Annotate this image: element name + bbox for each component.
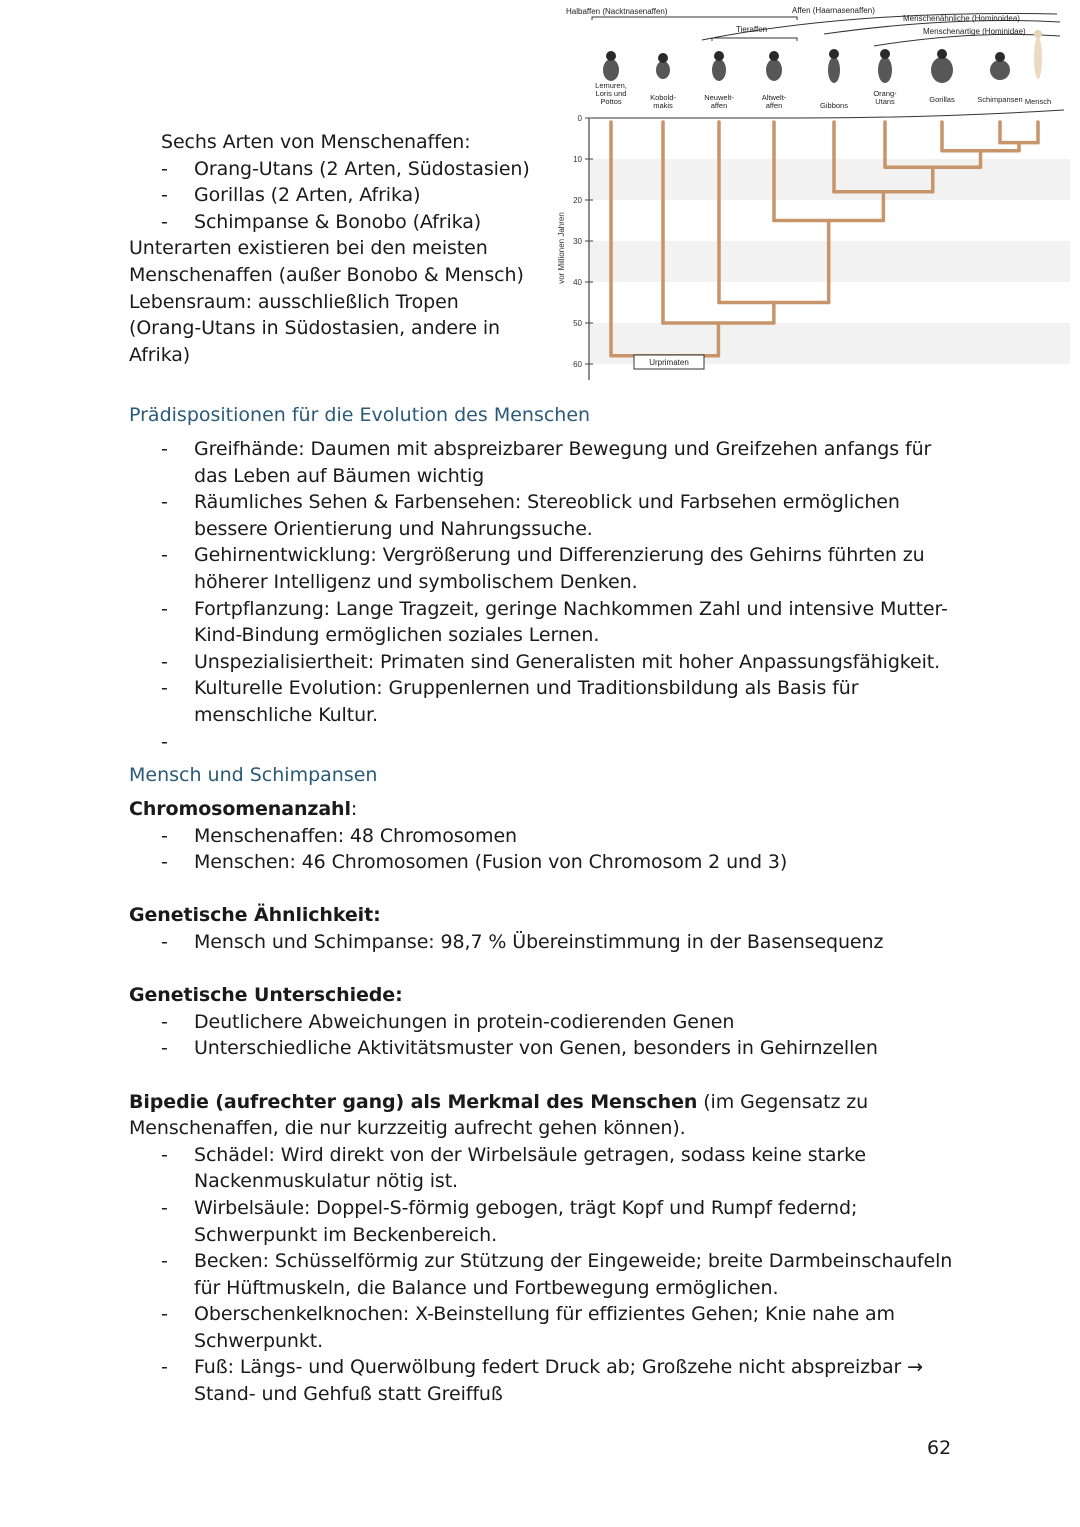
list-item-line: höherer Intelligenz und symbolischem Denken. [194,570,638,593]
lemur-illustration [603,59,619,81]
gibbon-illustration-head [829,49,839,59]
list-item-line: - Fuß: Längs- und Querwölbung federt Druck ab; Großzehe nicht abspreizbar → [194,1356,923,1379]
difference-heading: Genetische Unterschiede: [129,984,403,1007]
chimpanzee-illustration-head [995,52,1005,62]
y-tick-label: 20 [573,196,582,205]
taxon-label: Pottos [600,97,622,106]
list-item [129,436,959,489]
y-tick-label: 10 [573,155,582,164]
taxon-label: Kobold- [650,93,676,102]
list-item-line: - Wirbelsäule: Doppel-S-förmig gebogen, trägt Kopf und Rumpf federnd; [194,1196,858,1219]
list-item-line: - Greifhände: Daumen mit abspreizbarer Bewegung und Greifzehen anfangs für [194,438,932,460]
spacer [129,876,959,903]
spacer [129,956,959,983]
list-item-line: - Schädel: Wird direkt von der Wirbelsäule getragen, sodass keine starke [194,1143,866,1166]
list-item-line: Stand- und Gehfuß statt Greiffuß [194,1383,503,1406]
list-item-line: - Fortpflanzung: Lange Tragzeit, geringe Nachkommen Zahl und intensive Mutter- [194,597,948,620]
taxon-label: affen [710,101,728,110]
list-item [129,649,959,676]
halbaffen-label: Halbaffen (Nacktnasenaffen) [566,7,668,16]
y-tick-label: 30 [573,237,582,246]
list-item: - Menschen: 46 Chromosomen (Fusion von Chromosom 2 und 3) [129,849,959,876]
similarity-list [129,929,959,956]
list-item: - Mensch und Schimpanse: 98,7 % Übereinstimmung in der Basensequenz [129,929,959,956]
chart-band [589,159,1070,200]
list-item-line: - Becken: Schüsselförmig zur Stützung der Eingeweide; breite Darmbeinschaufeln [194,1250,953,1273]
orangutan-illustration-head [880,49,890,59]
section-title-praedispositionen: Prädispositionen für die Evolution des Menschen [129,404,591,426]
y-tick-label: 0 [577,114,582,123]
page-number: 62 [927,1437,952,1459]
mensch-schimpansen-content [129,796,959,1408]
y-tick-label: 40 [573,278,582,287]
tarsier-illustration [656,61,670,79]
list-item-line: bessere Orientierung und Nahrungssuche. [194,517,593,540]
tieraffen-label: Tieraffen [736,25,768,34]
chromosome-heading-colon: : [350,798,358,820]
intro-line: (Orang-Utans in Südostasien, andere in [129,317,500,340]
old-world-monkey-illustration-head [769,51,779,61]
new-world-monkey-illustration-head [714,51,724,61]
primate-phylogeny-chart [552,0,1070,382]
difference-list [129,1009,959,1062]
taxon-label: Utans [875,97,895,106]
list-item-line: - Räumliches Sehen & Farbensehen: Stereoblick und Farbsehen ermöglichen [194,491,900,514]
bipedie-heading: Bipedie (aufrechter gang) als Merkmal des Menschen [129,1090,698,1113]
apes-list [129,156,544,236]
list-item: - Menschenaffen: 48 Chromosomen [129,823,959,850]
bipedie-intro-text: (im Gegensatz zu [697,1090,869,1113]
old-world-monkey-illustration [766,59,782,81]
chimpanzee-illustration [990,60,1010,80]
chromosome-list [129,823,959,876]
list-item-line: das Leben auf Bäumen wichtig [194,464,485,487]
list-item [129,1248,959,1301]
root-label: Urprimaten [649,358,689,367]
y-tick-label: 50 [573,319,582,328]
list-item-line: - Kulturelle Evolution: Gruppenlernen und Traditionsbildung als Basis für [194,677,859,700]
intro-line: Lebensraum: ausschließlich Tropen [129,290,459,313]
list-item: - Schimpanse & Bonobo (Afrika) [129,209,544,236]
list-item [129,596,959,649]
hominidae-label: Menschenartige (Hominidae) [923,27,1026,36]
taxon-label: Gorillas [929,95,955,104]
taxon-label: Neuwelt- [704,93,734,102]
taxon-label: Schimpansen [977,95,1023,104]
intro-block [129,129,544,368]
taxon-label: affen [765,101,783,110]
list-item-line: - Oberschenkelknochen: X-Beinstellung für effizientes Gehen; Knie nahe am [194,1303,895,1326]
list-item-line [194,729,959,756]
taxon-label: Gibbons [820,101,848,110]
list-item [129,1301,959,1354]
praedispositionen-list [129,436,959,755]
section-title-mensch-schimpansen: Mensch und Schimpansen [129,764,378,786]
y-tick-label: 60 [573,360,582,369]
intro-line: Unterarten existieren bei den meisten [129,237,488,260]
list-item-line: für Hüftmuskeln, die Balance und Fortbewegung ermöglichen. [194,1276,779,1299]
taxon-label: makis [653,101,673,110]
bipedie-intro-line2: Menschenaffen, die nur kurzzeitig aufrecht gehen können). [129,1117,686,1140]
orangutan-illustration [878,57,892,83]
spacer [129,1062,959,1089]
list-item-line: - Unspezialisiertheit: Primaten sind Generalisten mit hoher Anpassungsfähigkeit. [194,650,941,673]
list-item-line: Schwerpunkt im Beckenbereich. [194,1223,498,1246]
bipedie-list [129,1142,959,1408]
list-item-line: Schwerpunkt. [194,1329,324,1352]
y-axis-label: vor Millionen Jahren [557,212,566,284]
taxon-label: Lemuren, [595,81,627,90]
similarity-heading: Genetische Ähnlichkeit: [129,904,381,927]
intro-line: Afrika) [129,343,191,366]
hominoidea-label: Menschenähnliche (Hominoidea) [903,14,1020,23]
affen-label: Affen (Haarnasenaffen) [792,6,875,15]
human-illustration-head [1034,30,1042,38]
chromosome-heading-line [129,796,959,823]
tarsier-illustration-head [658,53,668,63]
taxon-label: Loris und [595,89,627,98]
gibbon-illustration [828,57,840,83]
list-item [129,1142,959,1195]
human-illustration [1034,37,1042,79]
new-world-monkey-illustration [712,59,726,81]
list-item: - Gorillas (2 Arten, Afrika) [129,182,544,209]
lemur-illustration-head [606,51,616,61]
list-item [129,1195,959,1248]
list-item-line: - Gehirnentwicklung: Vergrößerung und Differenzierung des Gehirns führten zu [194,544,925,567]
gorilla-illustration-head [937,49,947,59]
gorilla-illustration [931,57,953,83]
taxon-label: Mensch [1024,97,1052,106]
list-item-line: Kind-Bindung ermöglichen soziales Lernen. [194,624,600,647]
list-item [129,675,959,728]
list-item [129,542,959,595]
intro-heading: Sechs Arten von Menschenaffen: [161,131,471,153]
list-item: - Unterschiedliche Aktivitätsmuster von Genen, besonders in Gehirnzellen [129,1035,959,1062]
taxon-label: Orang- [873,89,897,98]
list-item [129,489,959,542]
intro-line: Menschenaffen (außer Bonobo & Mensch) [129,263,524,286]
taxon-label: Altwelt- [761,93,787,102]
phylogeny-svg [552,0,1070,382]
list-item-line: Nackenmuskulatur nötig ist. [194,1170,458,1193]
list-item [129,729,959,756]
bipedie-intro [129,1089,959,1116]
chromosome-heading: Chromosomenanzahl [129,798,351,820]
list-item: - Orang-Utans (2 Arten, Südostasien) [129,156,544,183]
list-item: - Deutlichere Abweichungen in protein-codierenden Genen [129,1009,959,1036]
list-item-line: menschliche Kultur. [194,703,378,726]
list-item [129,1354,959,1407]
